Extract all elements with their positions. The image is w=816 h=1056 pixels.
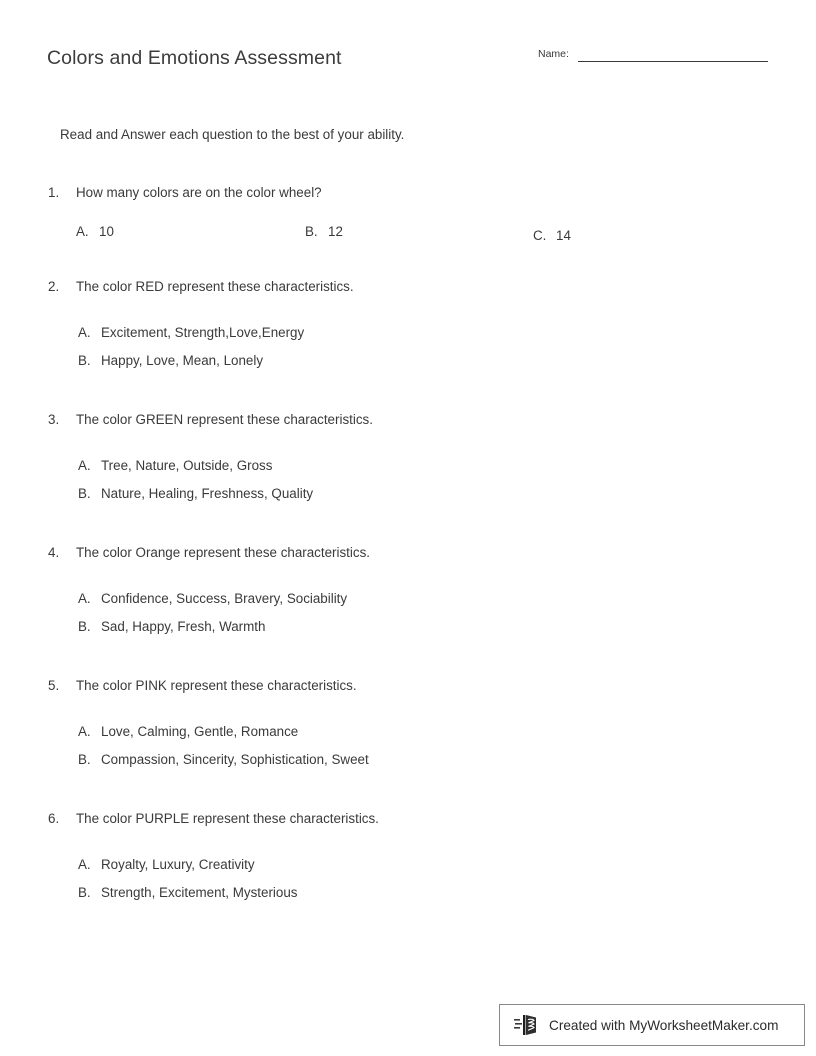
option-text: 14 [556, 228, 571, 243]
option-text: Confidence, Success, Bravery, Sociability [101, 591, 348, 606]
option-text: 12 [328, 224, 343, 239]
option-text: Nature, Healing, Freshness, Quality [101, 486, 314, 501]
question-number: 1. [48, 185, 60, 200]
answer-option[interactable] [78, 486, 313, 501]
worksheet-header [0, 0, 816, 100]
option-letter: B. [78, 619, 91, 634]
question-number: 5. [48, 678, 60, 693]
question-number: 2. [48, 279, 60, 294]
option-letter: B. [305, 224, 318, 239]
question-text: The color PINK represent these characteristics. [76, 678, 357, 693]
option-text: Love, Calming, Gentle, Romance [101, 724, 299, 739]
question-text: The color Orange represent these characteristics. [76, 545, 370, 560]
footer-attribution-text: Created with MyWorksheetMaker.com [549, 1017, 779, 1033]
footer-attribution-badge[interactable] [499, 1004, 805, 1046]
option-letter: C. [533, 228, 547, 243]
option-text: Compassion, Sincerity, Sophistication, Sweet [101, 752, 369, 767]
answer-option[interactable] [78, 353, 263, 368]
question-prompt [48, 811, 379, 826]
answer-option[interactable] [78, 724, 298, 739]
answer-option[interactable] [78, 857, 255, 872]
question-prompt [48, 545, 370, 560]
question-text: The color RED represent these characteristics. [76, 279, 354, 294]
question-number: 4. [48, 545, 60, 560]
page-title: Colors and Emotions Assessment [47, 47, 342, 69]
answer-option[interactable] [78, 619, 265, 634]
question-text: How many colors are on the color wheel? [76, 185, 322, 200]
answer-option[interactable] [78, 591, 347, 606]
question-number: 6. [48, 811, 60, 826]
answer-option[interactable] [76, 224, 114, 239]
name-label: Name: [538, 48, 569, 60]
option-letter: A. [78, 857, 91, 872]
option-letter: A. [78, 325, 91, 340]
option-text: Strength, Excitement, Mysterious [101, 885, 298, 900]
name-field [538, 49, 768, 62]
option-letter: B. [78, 353, 91, 368]
question-prompt [48, 279, 354, 294]
answer-option[interactable] [78, 458, 272, 473]
name-input-line[interactable] [578, 61, 768, 62]
instructions-text: Read and Answer each question to the best of your ability. [60, 127, 405, 142]
question-prompt [48, 412, 373, 427]
option-text: Happy, Love, Mean, Lonely [101, 353, 264, 368]
question-text: The color PURPLE represent these characteristics. [76, 811, 379, 826]
option-text: 10 [99, 224, 114, 239]
option-text: Tree, Nature, Outside, Gross [101, 458, 273, 473]
option-text: Excitement, Strength,Love,Energy [101, 325, 305, 340]
option-letter: B. [78, 885, 91, 900]
option-letter: A. [78, 591, 91, 606]
question-prompt [48, 678, 357, 693]
worksheet-maker-logo-icon [514, 1013, 540, 1037]
option-letter: A. [76, 224, 89, 239]
answer-option[interactable] [78, 885, 297, 900]
answer-option[interactable] [78, 325, 304, 340]
question-prompt [48, 185, 322, 200]
answer-option[interactable] [78, 752, 369, 767]
question-number: 3. [48, 412, 60, 427]
answer-option[interactable] [305, 224, 343, 239]
option-text: Royalty, Luxury, Creativity [101, 857, 255, 872]
answer-option[interactable] [533, 228, 571, 243]
option-text: Sad, Happy, Fresh, Warmth [101, 619, 266, 634]
option-letter: B. [78, 752, 91, 767]
option-letter: B. [78, 486, 91, 501]
option-letter: A. [78, 458, 91, 473]
question-text: The color GREEN represent these characteristics. [76, 412, 373, 427]
option-letter: A. [78, 724, 91, 739]
